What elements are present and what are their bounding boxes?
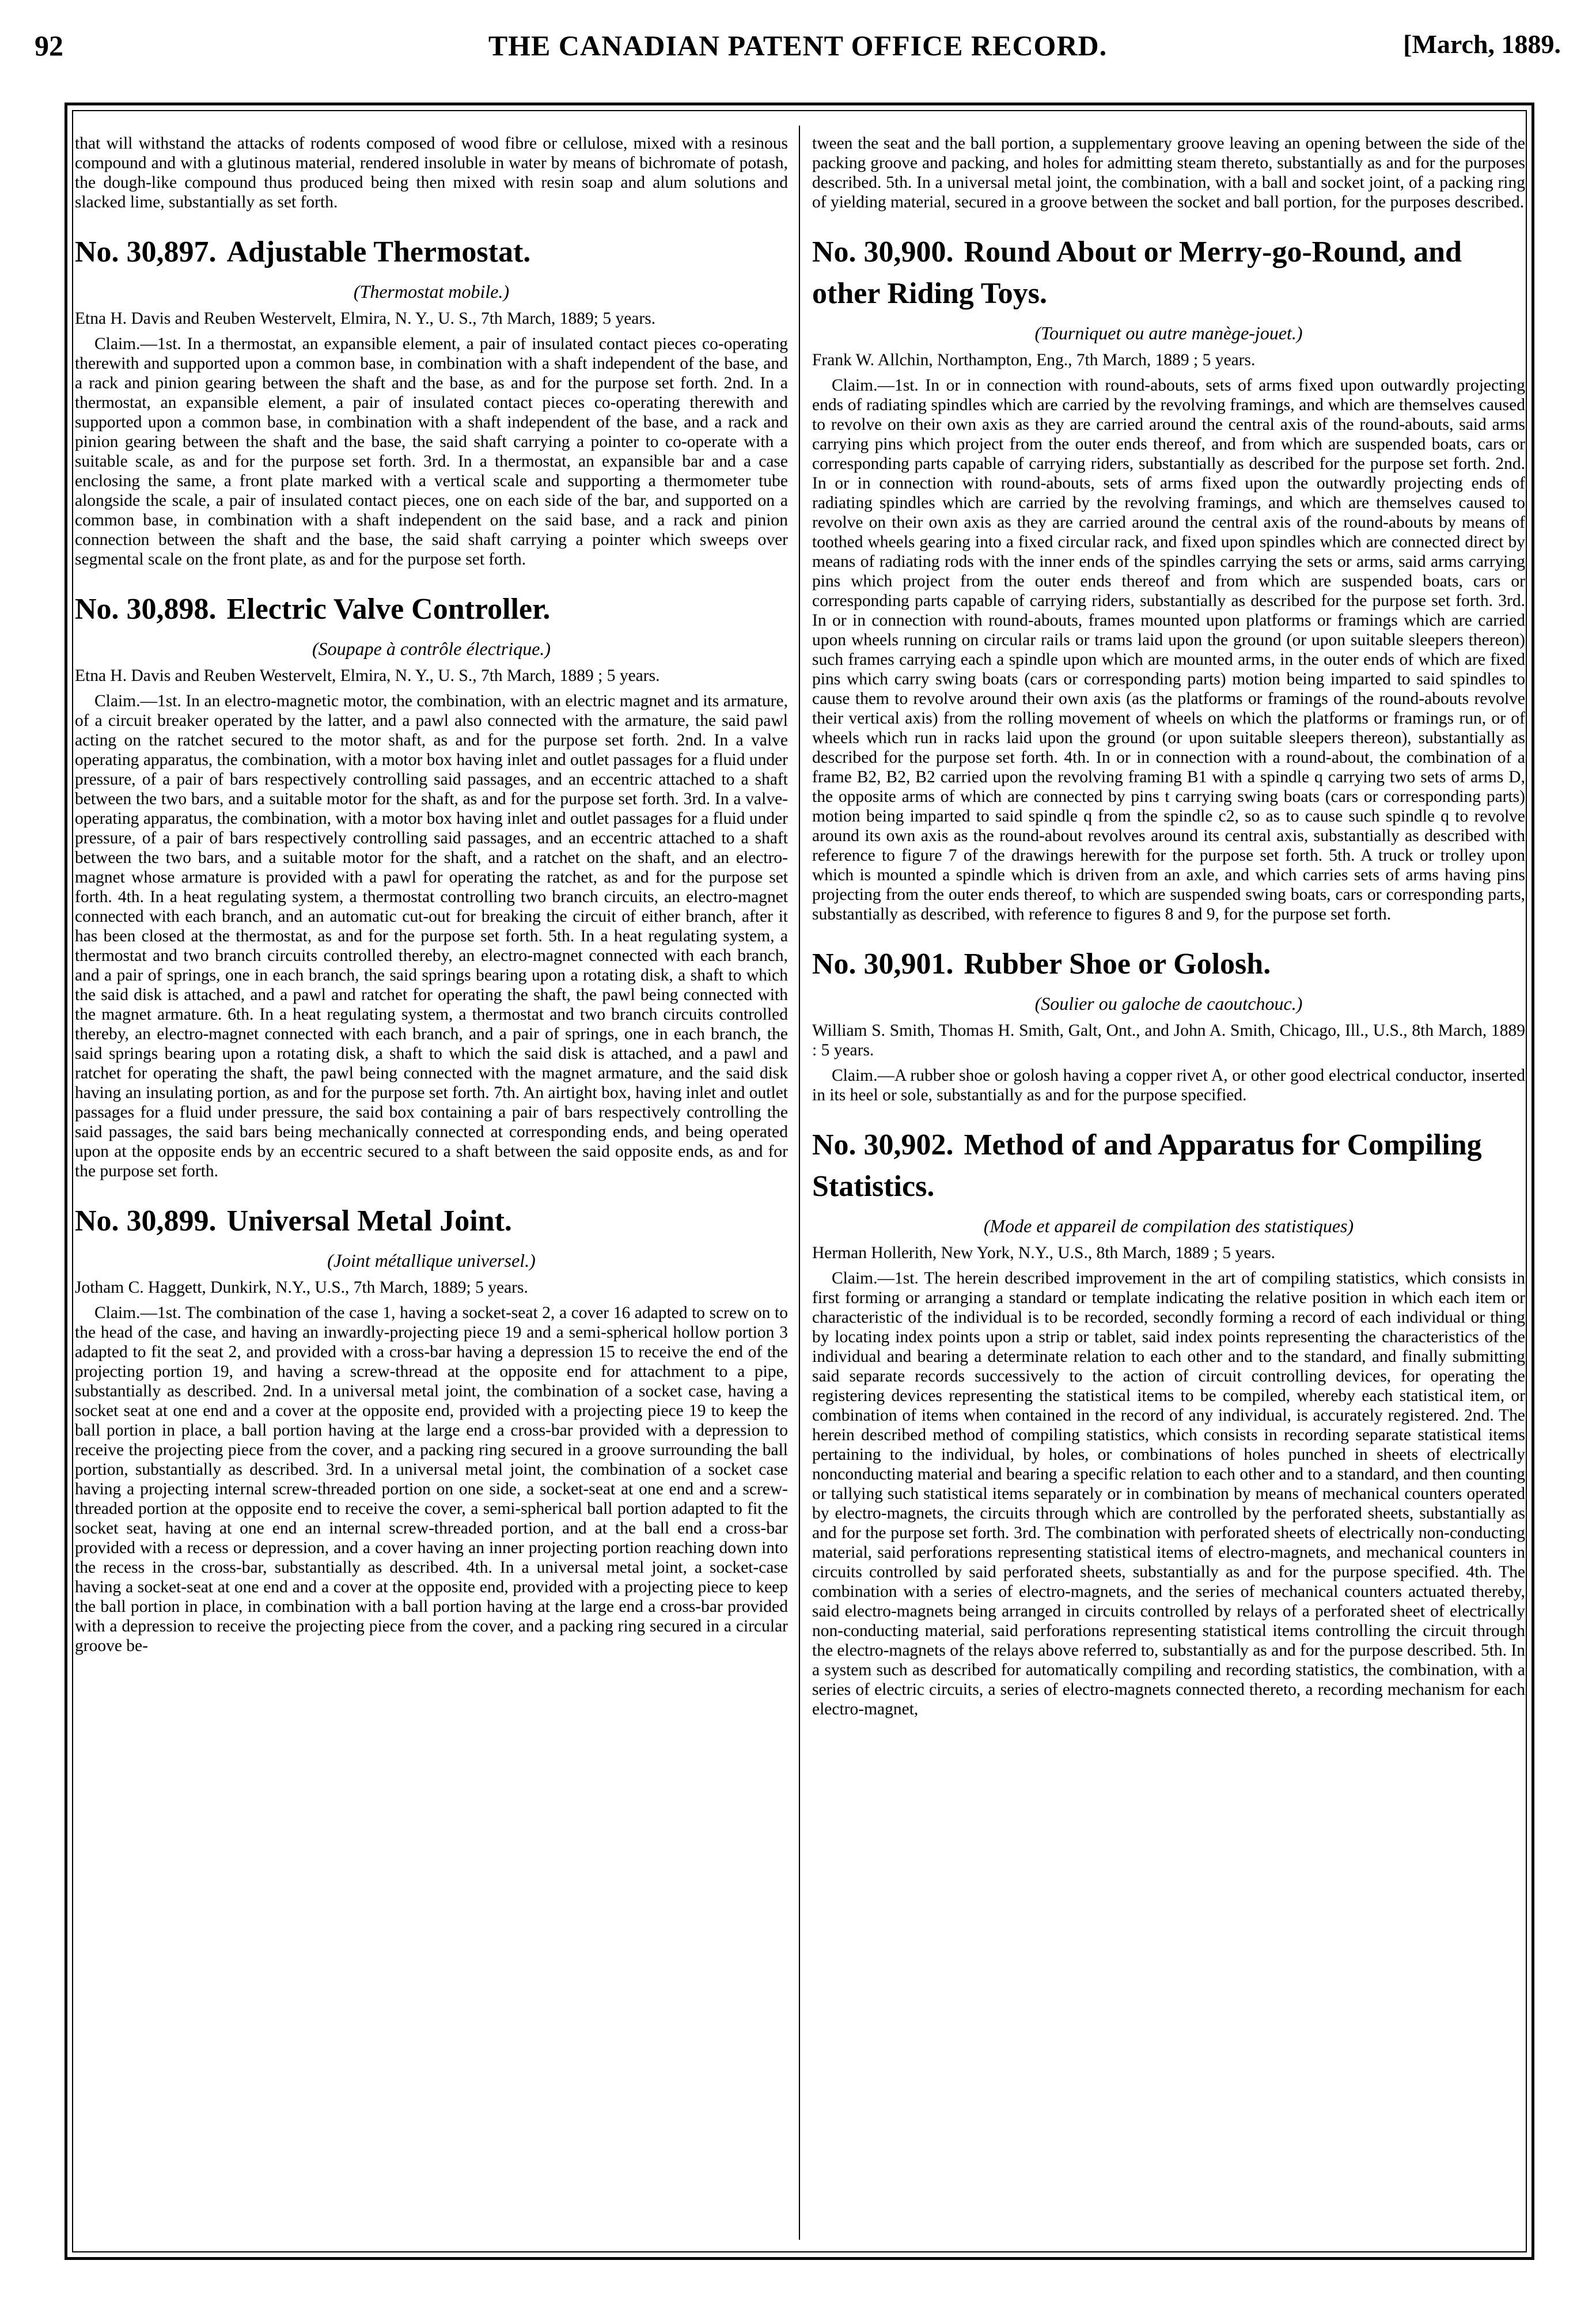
patent-number: No. 30,901.: [812, 948, 954, 980]
inventors: Jotham C. Haggett, Dunkirk, N.Y., U.S., 7th March, 1889; 5 years.: [75, 1278, 528, 1297]
patent-name: Method of and Apparatus for Compiling Statistics.: [812, 1129, 1482, 1203]
carryover-text: tween the seat and the ball portion, a supplementary groove leaving an opening between the side of the packing groove and packing, and holes for admitting steam thereto, substantially as and for the purposes described. 5th. In a universal metal joint, the combination, with a ball and socket joint, of a packing ring of yielding material, secured in a groove between the socket and ball portion, for the purposes described.: [812, 134, 1525, 211]
patent-name: Rubber Shoe or Golosh.: [964, 948, 1271, 980]
journal-title: THE CANADIAN PATENT OFFICE RECORD.: [488, 29, 1108, 62]
carryover-text: that will withstand the attacks of rodents composed of wood fibre or cellulose, mixed with a resinous compound and with a glutinous material, rendered insoluble in water by means of bichromate of potash, the dough-like compound thus produced being then mixed with resin soap and alum solutions and slacked lime, substantially as set forth.: [75, 134, 788, 211]
patent-number: No. 30,902.: [812, 1129, 954, 1161]
inventors: Etna H. Davis and Reuben Westervelt, Elmira, N. Y., U. S., 7th March, 1889 ; 5 years.: [75, 667, 660, 685]
inventors: Etna H. Davis and Reuben Westervelt, Elmira, N. Y., U. S., 7th March, 1889; 5 years.: [75, 309, 656, 328]
patent-name: Electric Valve Controller.: [226, 593, 551, 626]
patent-name: Universal Metal Joint.: [226, 1205, 512, 1237]
patent-heading-30899: [75, 1204, 788, 1245]
patent-name: Round About or Merry-go-Round, and other Riding Toys.: [812, 236, 1462, 310]
patent-name: Adjustable Thermostat.: [226, 236, 531, 268]
french-title: (Soulier ou galoche de caoutchouc.): [1034, 993, 1303, 1014]
patent-number: No. 30,899.: [75, 1205, 217, 1237]
inventors: Herman Hollerith, New York, N.Y., U.S., 8th March, 1889 ; 5 years.: [812, 1244, 1276, 1262]
patent-heading-30900: [812, 235, 1525, 318]
right-column: [812, 134, 1525, 2242]
french-title: (Mode et appareil de compilation des statistiques): [983, 1216, 1354, 1236]
issue-date: [March, 1889.: [1403, 29, 1561, 59]
claim-text: Claim.—1st. The combination of the case 1, having a socket-seat 2, a cover 16 adapted to screw on to the head of the case, and having an inwardly-projecting piece 19 and a semi-spherical hollow portion 3 adapted to fit the seat 2, and provided with a cross-bar having a depression 15 to receive the end of the projecting portion 19, and having a screw-thread at the opposite end for attachment to a pipe, substantially as described. 2nd. In a universal metal joint, the combination of a socket case, having a socket seat at one end and a cover at the opposite end, provided with a projecting piece 19 to keep the ball portion in place, a ball portion having at the large end a cross-bar provided with a depression to receive the projecting piece from the cover, and a packing ring secured in a groove surrounding the ball portion, substantially as described. 3rd. In a universal metal joint, the combination of a socket case having a projecting internal screw-threaded portion on one side, a socket-seat at one end and a screw-threaded portion at the opposite end to receive the cover, a semi-spherical ball portion adapted to fit the socket seat, having at one end an internal screw-threaded portion, and at the ball end a cross-bar provided with a recess or depression, and a cover having an inner projecting portion reaching down into the recess in the cross-bar, substantially as described. 4th. In a universal metal joint, a socket-case having a socket-seat at one end and a cover at the opposite end, provided with a projecting piece to keep the ball portion in place, in combination with a ball portion having at the large end a cross-bar provided with a depression to receive the projecting piece from the cover, and a packing ring secured in a circular groove be-: [75, 1304, 788, 1655]
patent-number: No. 30,900.: [812, 236, 954, 268]
column-divider: [799, 126, 800, 2240]
inventors: Frank W. Allchin, Northampton, Eng., 7th March, 1889 ; 5 years.: [812, 351, 1256, 369]
patent-heading-30898: [75, 592, 788, 634]
claim-text: Claim.—1st. In a thermostat, an expansible element, a pair of insulated contact pieces co-operating therewith and supported upon a common base, in combination with a shaft independent of the base, and a rack and pinion gearing between the shaft and the base, as and for the purpose set forth. 2nd. In a thermostat, an expansible element, a pair of insulated contact pieces co-operating therewith and supported upon a common base, in combination with a shaft independent of the base, and a rack and pinion gearing between the shaft and the base, the said shaft carrying a pointer to co-operate with a suitable scale, as and for the purpose set forth. 3rd. In a thermostat, an expansible bar and a case enclosing the same, a front plate marked with a vertical scale and supporting a thermometer tube alongside the scale, a pair of insulated contact pieces, one on each side of the bar, and supported on a common base, in combination with a shaft independent on the said base, and a rack and pinion connection between the shaft and the base, the said shaft carrying a pointer which sweeps over segmental scale on the front plate, as and for the purpose set forth.: [75, 335, 788, 569]
patent-heading-30902: [812, 1128, 1525, 1211]
french-title: (Thermostat mobile.): [353, 281, 510, 302]
page-number: 92: [35, 29, 63, 62]
claim-text: Claim.—1st. In an electro-magnetic motor, the combination, with an electric magnet and its armature, of a circuit breaker operated by the latter, and a pawl also connected with the armature, the said pawl acting on the ratchet secured to the motor shaft, as and for the purpose set forth. 2nd. In a valve operating apparatus, the combination, with a motor box having inlet and outlet passages for a fluid under pressure, of a pair of bars respectively controlling said passages, and an eccentric attached to a shaft between the two bars, and a suitable motor for the shaft, as and for the purpose set forth. 3rd. In a valve-operating apparatus, the combination, with a motor box having inlet and outlet passages for a fluid under pressure, of a pair of bars respectively controlling said passages, and an eccentric attached to a shaft between the two bars, and a suitable motor for the shaft, and a ratchet on the shaft, and an electro-magnet whose armature is provided with a pawl for operating the ratchet, as and for the purpose set forth. 4th. In a heat regulating system, a thermostat controlling two branch circuits, an electro-magnet connected with each branch, and an automatic cut-out for breaking the circuit of either branch, after it has been closed at the thermostat, as and for the purpose set forth. 5th. In a heat regulating system, a thermostat and two branch circuits controlled thereby, an electro-magnet connected with each branch, and a pair of springs, one in each branch, the said springs bearing upon a rotating disk, a shaft to which the said disk is attached, and a pawl and ratchet for operating the shaft, the pawl being connected with the magnet armature. 6th. In a heat regulating system, a thermostat and two branch circuits controlled thereby, an electro-magnet connected with each branch, and a pair of springs, one in each branch, the said springs bearing upon a rotating disk, a shaft to which the said disk is attached, and a pawl and ratchet for operating the shaft, the pawl being connected with the magnet armature, and the said disk having an insulating portion, as and for the purpose set forth. 7th. An airtight box, having inlet and outlet passages for a fluid under pressure, the said box containing a pair of bars respectively controlling the said passages, the said bars being mechanically connected at corresponding ends, and being operated upon at the opposite ends by an eccentric secured to a shaft between the said opposite ends, as and for the purpose set forth.: [75, 692, 788, 1180]
claim-text: Claim.—A rubber shoe or golosh having a copper rivet A, or other good electrical conductor, inserted in its heel or sole, substantially as and for the purpose specified.: [812, 1066, 1525, 1104]
inventors: William S. Smith, Thomas H. Smith, Galt, Ont., and John A. Smith, Chicago, Ill., U.S., 8th March, 1889 : 5 years.: [812, 1021, 1525, 1059]
patent-number: No. 30,898.: [75, 593, 217, 626]
claim-text: Claim.—1st. In or in connection with round-abouts, sets of arms fixed upon outwardly projecting ends of radiating spindles which are carried by the revolving framings, and which are themselves caused to revolve on their own axis as they are carried around the central axis of the round-abouts, said arms carrying pins which project from the outer ends thereof, and from which are suspended boats, cars or corresponding parts capable of carrying riders, substantially as described for the purpose set forth. 2nd. In or in connection with round-abouts, sets of arms fixed upon the outwardly projecting ends of radiating spindles which are carried by the revolving framings, and which are themselves caused to revolve on their own axis as they are carried around the central axis of the round-abouts by means of toothed wheels gearing into a fixed circular rack, and fixed upon spindles which are connected direct by means of radiating rods with the inner ends of the spindles carrying the sets or arms, said arms carrying pins which project from the outer ends thereof and from which are suspended boats, cars or corresponding parts capable of carrying riders, substantially as described for the purpose set forth. 3rd. In or in connection with round-abouts, frames mounted upon platforms or framings which are carried upon wheels running on circular rails or trams laid upon the ground (or upon suitable sleepers thereon) such frames carrying each a spindle upon which are mounted arms, in the outer ends of which are fixed pins which carry swing boats (cars or corresponding parts) motion being imparted to said spindles to cause them to revolve around their own axis (as the platforms or framings of the round-abouts revolve their vertical axis) from the rolling movement of wheels on which the platforms or framings run, or of wheels which run in racks laid upon the ground (or upon suitable sleepers thereon), substantially as described for the purpose set forth. 4th. In or in connection with a round-about, the combination of a frame B2, B2, B2 carried upon the revolving framing B1 with a spindle q carrying two sets of arms D, the opposite arms of which are connected by pins t carrying swing boats (cars or corresponding parts) motion being imparted to said spindle q from the spindle c2, so as to cause such spindle q to revolve around its own axis as the round-about revolves around its central axis, substantially as described with reference to figure 7 of the drawings herewith for the purpose set forth. 5th. A truck or trolley upon which is mounted a spindle which is driven from an axle, and which carries sets of arms having pins projecting from the outer ends thereof, to which are suspended swing boats, cars or corresponding parts, substantially as described, with reference to figures 8 and 9, for the purpose set forth.: [812, 376, 1525, 923]
french-title: (Joint métallique universel.): [327, 1250, 536, 1271]
patent-heading-30901: [812, 947, 1525, 989]
french-title: (Tourniquet ou autre manège-jouet.): [1034, 323, 1303, 343]
french-title: (Soupape à contrôle électrique.): [312, 638, 551, 659]
page-header: [35, 29, 1561, 75]
left-column: [75, 134, 788, 2242]
patent-heading-30897: [75, 235, 788, 277]
patent-number: No. 30,897.: [75, 236, 217, 268]
claim-text: Claim.—1st. The herein described improvement in the art of compiling statistics, which consists in first forming or arranging a standard or template indicating the relative position in which each item or characteristic of the individual is to be recorded, secondly forming a record of each individual or thing by locating index points upon a strip or tablet, said index points representing the characteristics of the individual and bearing a determinate relation to each other and to the standard, and finally submitting said separate records successively to the action of circuit controlling devices, for operating the registering devices representing the statistical items to be compiled, whereby each statistical item, or combination of items when contained in the record of any individual, is accurately registered. 2nd. The herein described method of compiling statistics, which consists in recording separate statistical items pertaining to the individual, by holes, or combinations of holes punched in sheets of electrically nonconducting material and bearing a specific relation to each other and to a standard, and then counting or tallying such statistical items separately or in combination by means of mechanical counters operated by electro-magnets, the circuits through which are controlled by the perforated sheets, substantially as and for the purpose set forth. 3rd. The combination with perforated sheets of electrically non-conducting material, said perforations representing statistical items of electro-magnets, and mechanical counters in circuits controlled by said perforated sheets, substantially as and for the purpose specified. 4th. The combination with a series of electro-magnets, and the series of mechanical counters actuated thereby, said electro-magnets being arranged in circuits controlled by relays of a perforated sheet of electrically non-conducting material, said perforations representing statistical items controlling the circuit through the electro-magnets of the relays above referred to, substantially as and for the purpose described. 5th. In a system such as described for automatically compiling and recording statistics, the combination, with a series of electric circuits, a series of electro-magnets connected thereto, a recording mechanism for each electro-magnet,: [812, 1269, 1525, 1718]
